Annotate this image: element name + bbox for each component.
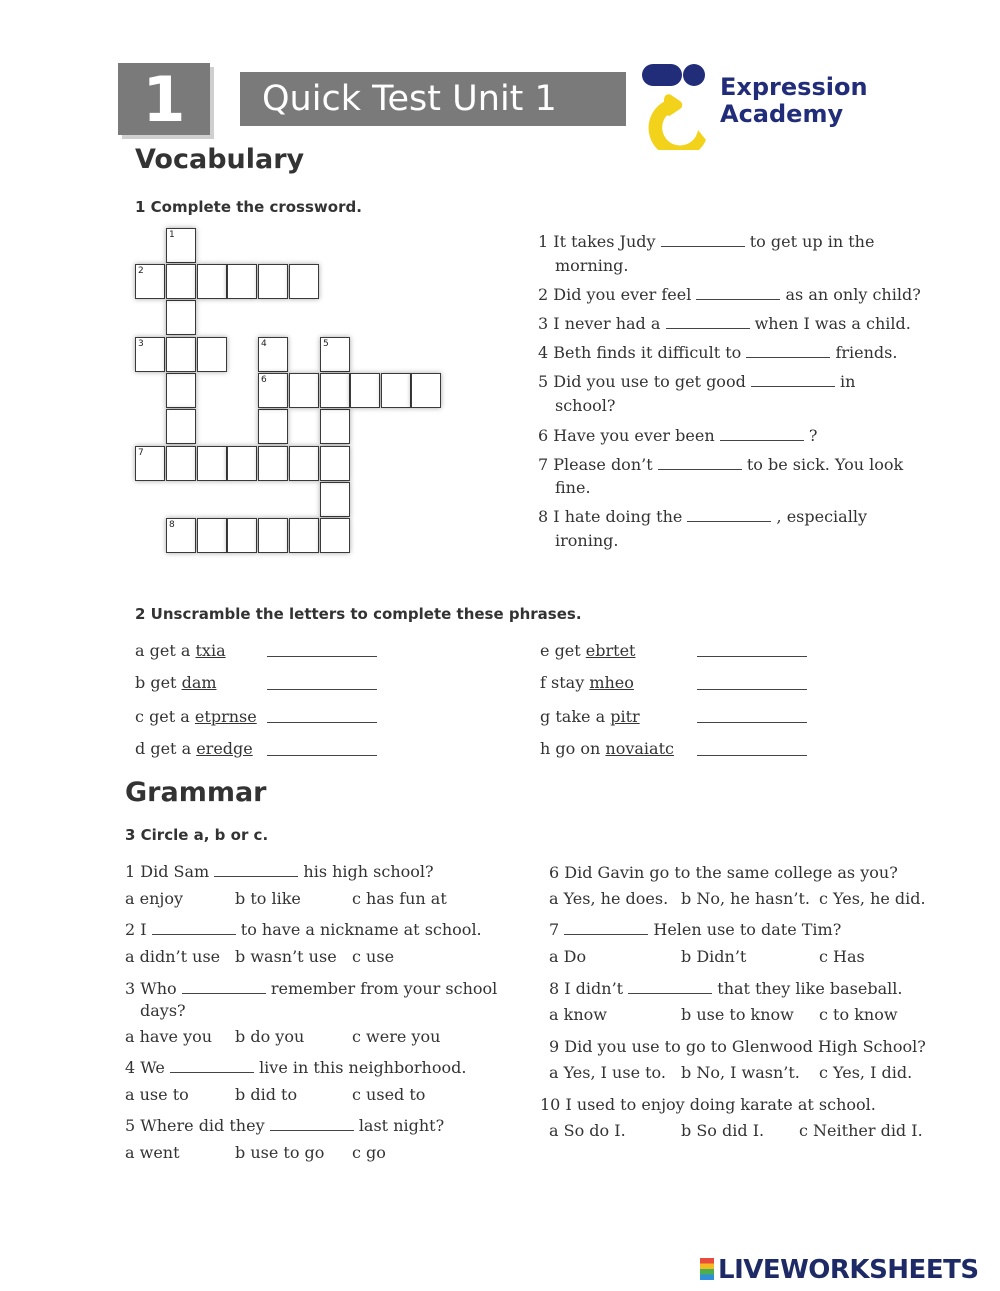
- answer-line[interactable]: [267, 656, 377, 657]
- page-title: Quick Test Unit 1: [240, 72, 626, 126]
- question-text: live in this neighborhood.: [259, 1058, 467, 1077]
- question-text: Helen use to date Tim?: [653, 920, 842, 939]
- clue-text: Did you ever feel: [553, 285, 692, 304]
- q1-option-b[interactable]: b to like: [235, 889, 301, 908]
- clue-text: Please don’t: [553, 455, 653, 474]
- scrambled-word: novaiatc: [605, 739, 674, 758]
- crossword-cell[interactable]: [197, 446, 227, 481]
- phrase-text: stay: [551, 673, 585, 692]
- clue-text: It takes Judy: [553, 232, 656, 251]
- answer-blank[interactable]: [182, 992, 266, 994]
- clue-number: 8: [538, 507, 549, 526]
- q9-option-b[interactable]: b No, I wasn’t.: [681, 1063, 800, 1082]
- phrase-f: [540, 671, 634, 694]
- logo-line-1: Expression: [720, 73, 868, 101]
- q7-option-c[interactable]: c Has: [819, 947, 865, 966]
- answer-blank[interactable]: [564, 933, 648, 935]
- crossword-cell[interactable]: [166, 300, 196, 335]
- clue-7-cont: fine.: [555, 478, 591, 497]
- q5-option-c[interactable]: c go: [352, 1143, 386, 1162]
- crossword-number-3: 3: [138, 339, 144, 349]
- answer-blank[interactable]: [720, 439, 804, 441]
- crossword-cell[interactable]: [197, 518, 227, 553]
- question-1: [125, 860, 434, 883]
- clue-7: [538, 453, 903, 476]
- clue-1-cont: morning.: [555, 256, 629, 275]
- scrambled-word: ebrtet: [585, 641, 636, 660]
- q10-option-c[interactable]: c Neither did I.: [799, 1121, 923, 1140]
- brand-text: LIVEWORKSHEETS: [718, 1255, 979, 1285]
- answer-line[interactable]: [267, 689, 377, 690]
- crossword-cell[interactable]: [197, 264, 227, 299]
- clue-text: Have you ever been: [553, 426, 715, 445]
- question-text: 4 We: [125, 1058, 165, 1077]
- q9-option-a[interactable]: a Yes, I use to.: [549, 1063, 666, 1082]
- crossword-cell[interactable]: [350, 373, 380, 408]
- clue-text: when I was a child.: [754, 314, 911, 333]
- q2-option-c[interactable]: c use: [352, 947, 395, 966]
- q3-option-b[interactable]: b do you: [235, 1027, 305, 1046]
- clue-text: in: [840, 372, 856, 391]
- clue-text: friends.: [835, 343, 898, 362]
- q10-option-b[interactable]: b So did I.: [681, 1121, 765, 1140]
- answer-blank[interactable]: [666, 327, 750, 329]
- crossword-cell[interactable]: [289, 518, 319, 553]
- phrase-b: [135, 671, 217, 694]
- answer-line[interactable]: [697, 722, 807, 723]
- ex3-instruction: 3 Circle a, b or c.: [125, 826, 269, 844]
- crossword-cell[interactable]: [166, 337, 196, 372]
- q8-option-a[interactable]: a know: [549, 1005, 607, 1024]
- item-letter: e: [540, 641, 550, 660]
- crossword-number-5: 5: [323, 339, 329, 349]
- scrambled-word: pitr: [610, 707, 640, 726]
- answer-blank[interactable]: [214, 875, 298, 877]
- scrambled-word: mheo: [589, 673, 634, 692]
- scrambled-word: eredge: [196, 739, 253, 758]
- crossword-cell[interactable]: [258, 264, 288, 299]
- clue-number: 3: [538, 314, 549, 333]
- ex1-instruction: 1 Complete the crossword.: [135, 198, 362, 216]
- answer-line[interactable]: [697, 656, 807, 657]
- q2-option-b[interactable]: b wasn’t use: [235, 947, 337, 966]
- clue-text: I never had a: [553, 314, 661, 333]
- phrase-e: [540, 639, 635, 662]
- clue-text: to be sick. You look: [746, 455, 904, 474]
- logo-text: [720, 74, 868, 128]
- crossword-number-4: 4: [261, 339, 267, 349]
- answer-blank[interactable]: [751, 385, 835, 387]
- crossword-number-1: 1: [169, 230, 175, 240]
- question-text: 3 Who: [125, 979, 177, 998]
- clue-8-cont: ironing.: [555, 531, 619, 550]
- q8-option-b[interactable]: b use to know: [681, 1005, 794, 1024]
- question-text: his high school?: [303, 862, 434, 881]
- crossword-cell[interactable]: [320, 482, 350, 517]
- question-text: last night?: [358, 1116, 445, 1135]
- liveworksheets-logo: [700, 1255, 979, 1285]
- crossword-cell[interactable]: [258, 409, 288, 444]
- ex2-instruction: 2 Unscramble the letters to complete these phrases.: [135, 605, 582, 623]
- phrase-g: [540, 705, 640, 728]
- answer-blank[interactable]: [746, 356, 830, 358]
- question-4: [125, 1056, 466, 1079]
- liveworksheets-mark-icon: [700, 1258, 714, 1280]
- crossword-cell[interactable]: [227, 264, 257, 299]
- question-text: 7: [549, 920, 560, 939]
- item-letter: c: [135, 707, 144, 726]
- answer-line[interactable]: [267, 755, 377, 756]
- crossword-cell[interactable]: [227, 518, 257, 553]
- grammar-heading: Grammar: [125, 777, 267, 808]
- crossword-cell[interactable]: [289, 264, 319, 299]
- question-text: 1 Did Sam: [125, 862, 210, 881]
- clue-3: [538, 312, 911, 335]
- answer-blank[interactable]: [270, 1129, 354, 1131]
- answer-blank[interactable]: [658, 468, 742, 470]
- phrase-text: get a: [150, 739, 192, 758]
- clue-text: , especially: [776, 507, 867, 526]
- q10-option-a[interactable]: a So do I.: [549, 1121, 626, 1140]
- answer-blank[interactable]: [696, 298, 780, 300]
- phrase-c: [135, 705, 257, 728]
- clue-8: [538, 505, 867, 528]
- item-letter: h: [540, 739, 551, 758]
- question-3: [125, 977, 497, 1000]
- answer-blank[interactable]: [170, 1071, 254, 1073]
- scrambled-word: txia: [195, 641, 226, 660]
- crossword-cell[interactable]: [381, 373, 411, 408]
- crossword-cell[interactable]: [289, 446, 319, 481]
- unit-number-badge: 1: [118, 63, 210, 135]
- clue-number: 5: [538, 372, 549, 391]
- item-letter: b: [135, 673, 146, 692]
- crossword-number-8: 8: [169, 520, 175, 530]
- question-9: 9 Did you use to go to Glenwood High School?: [549, 1037, 926, 1056]
- phrase-h: [540, 737, 674, 760]
- crossword-number-6: 6: [261, 375, 267, 385]
- crossword-number-7: 7: [138, 448, 144, 458]
- phrase-a: [135, 639, 226, 662]
- logo-line-2: Academy: [720, 100, 844, 128]
- clue-6: [538, 424, 817, 447]
- q8-option-c[interactable]: c to know: [819, 1005, 898, 1024]
- item-letter: d: [135, 739, 146, 758]
- q6-option-b[interactable]: b No, he hasn’t.: [681, 889, 810, 908]
- item-letter: a: [135, 641, 145, 660]
- phrase-text: go on: [555, 739, 601, 758]
- q9-option-c[interactable]: c Yes, I did.: [819, 1063, 913, 1082]
- answer-line[interactable]: [697, 755, 807, 756]
- item-letter: f: [540, 673, 546, 692]
- clue-number: 2: [538, 285, 549, 304]
- question-8: [549, 977, 902, 1000]
- phrase-text: get a: [149, 641, 191, 660]
- question-7: [549, 918, 841, 941]
- clue-4: [538, 341, 897, 364]
- q1-option-a[interactable]: a enjoy: [125, 889, 184, 908]
- crossword-cell[interactable]: [166, 264, 196, 299]
- q4-option-a[interactable]: a use to: [125, 1085, 189, 1104]
- question-2: [125, 918, 482, 941]
- clue-number: 7: [538, 455, 549, 474]
- clue-number: 6: [538, 426, 549, 445]
- answer-line[interactable]: [267, 722, 377, 723]
- phrase-d: [135, 737, 253, 760]
- crossword-cell[interactable]: [320, 373, 350, 408]
- answer-blank[interactable]: [687, 520, 771, 522]
- crossword-number-2: 2: [138, 266, 144, 276]
- q3-option-a[interactable]: a have you: [125, 1027, 213, 1046]
- item-letter: g: [540, 707, 551, 726]
- question-5: [125, 1114, 444, 1137]
- question-text: that they like baseball.: [717, 979, 903, 998]
- clue-number: 1: [538, 232, 549, 251]
- question-10: 10 I used to enjoy doing karate at school.: [540, 1095, 876, 1114]
- clue-text: Did you use to get good: [553, 372, 746, 391]
- scrambled-word: etprnse: [194, 707, 257, 726]
- answer-blank[interactable]: [661, 245, 745, 247]
- crossword-cell[interactable]: [258, 446, 288, 481]
- clue-number: 4: [538, 343, 549, 362]
- q5-option-b[interactable]: b use to go: [235, 1143, 325, 1162]
- crossword-cell[interactable]: [320, 409, 350, 444]
- phrase-text: take a: [555, 707, 606, 726]
- crossword-cell[interactable]: [258, 518, 288, 553]
- scrambled-word: dam: [181, 673, 217, 692]
- question-6: 6 Did Gavin go to the same college as you?: [549, 863, 898, 882]
- crossword-cell[interactable]: [166, 373, 196, 408]
- answer-blank[interactable]: [152, 933, 236, 935]
- crossword-cell[interactable]: [197, 337, 227, 372]
- phrase-text: get: [150, 673, 177, 692]
- clue-text: as an only child?: [785, 285, 921, 304]
- q2-option-a[interactable]: a didn’t use: [125, 947, 221, 966]
- crossword-cell[interactable]: [320, 446, 350, 481]
- clue-text: to get up in the: [749, 232, 875, 251]
- crossword-cell[interactable]: [289, 373, 319, 408]
- clue-5-cont: school?: [555, 396, 616, 415]
- q7-option-b[interactable]: b Didn’t: [681, 947, 747, 966]
- crossword-cell[interactable]: [320, 518, 350, 553]
- q3-option-c[interactable]: c were you: [352, 1027, 441, 1046]
- answer-line[interactable]: [697, 689, 807, 690]
- crossword-cell[interactable]: [166, 409, 196, 444]
- clue-1: [538, 230, 874, 253]
- clue-text: ?: [808, 426, 818, 445]
- phrase-text: get: [554, 641, 581, 660]
- q5-option-a[interactable]: a went: [125, 1143, 180, 1162]
- clue-text: Beth finds it difficult to: [553, 343, 742, 362]
- q6-option-a[interactable]: a Yes, he does.: [549, 889, 669, 908]
- q4-option-b[interactable]: b did to: [235, 1085, 298, 1104]
- question-text: 2 I: [125, 920, 147, 939]
- phrase-text: get a: [149, 707, 190, 726]
- question-text: to have a nickname at school.: [240, 920, 482, 939]
- question-text: 8 I didn’t: [549, 979, 624, 998]
- crossword-cell[interactable]: [227, 446, 257, 481]
- q7-option-a[interactable]: a Do: [549, 947, 587, 966]
- question-3-cont: days?: [140, 1001, 186, 1020]
- crossword-cell[interactable]: [166, 446, 196, 481]
- answer-blank[interactable]: [628, 992, 712, 994]
- vocabulary-heading: Vocabulary: [135, 144, 305, 175]
- q6-option-c[interactable]: c Yes, he did.: [819, 889, 926, 908]
- q1-option-c[interactable]: c has fun at: [352, 889, 447, 908]
- question-text: remember from your school: [270, 979, 498, 998]
- question-text: 5 Where did they: [125, 1116, 265, 1135]
- clue-text: I hate doing the: [553, 507, 683, 526]
- crossword-cell[interactable]: [411, 373, 441, 408]
- q4-option-c[interactable]: c used to: [352, 1085, 426, 1104]
- clue-5: [538, 370, 855, 393]
- clue-2: [538, 283, 921, 306]
